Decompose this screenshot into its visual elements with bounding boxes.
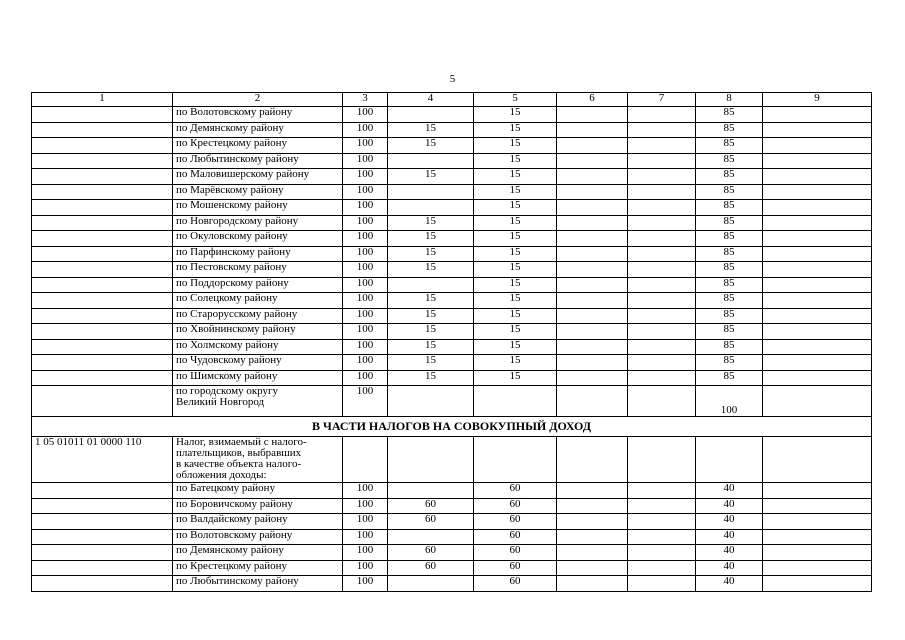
cell-col-4: 60: [388, 560, 474, 576]
table-row: [32, 277, 872, 293]
cell-col-6: [557, 153, 628, 169]
cell-col-7: [628, 324, 696, 340]
cell-col-7: [628, 370, 696, 386]
cell-col-2: по Поддорскому району: [173, 277, 343, 293]
table-row: [32, 215, 872, 231]
table-row: [32, 200, 872, 216]
cell-col-9: [763, 200, 872, 216]
cell-col-7: [628, 215, 696, 231]
cell-col-3: 100: [343, 200, 388, 216]
cell-col-4: [388, 529, 474, 545]
table-row: [32, 231, 872, 247]
column-number-row: [32, 93, 872, 107]
cell-col-9: [763, 324, 872, 340]
cell-col-4: 15: [388, 262, 474, 278]
cell-col-9: [763, 514, 872, 530]
cell-col-6: [557, 215, 628, 231]
table-row: [32, 529, 872, 545]
cell-col-4: 15: [388, 339, 474, 355]
cell-col-1: [32, 355, 173, 371]
cell-col-2: по Маловишерскому району: [173, 169, 343, 185]
cell-col-4: [388, 437, 474, 483]
cell-col-4: [388, 386, 474, 417]
cell-col-9: [763, 339, 872, 355]
cell-col-9: [763, 483, 872, 499]
cell-col-6: [557, 122, 628, 138]
cell-col-4: 15: [388, 293, 474, 309]
cell-col-8: 85: [696, 293, 763, 309]
cell-col-7: [628, 560, 696, 576]
cell-col-6: [557, 324, 628, 340]
cell-col-3: 100: [343, 262, 388, 278]
cell-col-6: [557, 545, 628, 561]
cell-col-4: 15: [388, 324, 474, 340]
table-row: [32, 514, 872, 530]
cell-col-4: 15: [388, 215, 474, 231]
cell-col-2: по Холмскому району: [173, 339, 343, 355]
cell-col-6: [557, 498, 628, 514]
section-header: В ЧАСТИ НАЛОГОВ НА СОВОКУПНЫЙ ДОХОД: [32, 417, 872, 437]
cell-col-8: 85: [696, 107, 763, 123]
cell-col-6: [557, 437, 628, 483]
cell-col-6: [557, 293, 628, 309]
cell-col-2: по Волотовскому району: [173, 529, 343, 545]
cell-col-3: 100: [343, 153, 388, 169]
cell-col-2: по Шимскому району: [173, 370, 343, 386]
cell-col-1: [32, 370, 173, 386]
cell-col-8: 85: [696, 184, 763, 200]
cell-col-1: [32, 200, 173, 216]
cell-col-4: [388, 153, 474, 169]
cell-col-7: [628, 277, 696, 293]
cell-col-5: 60: [474, 514, 557, 530]
table-row: [32, 169, 872, 185]
cell-col-4: 60: [388, 545, 474, 561]
cell-col-8: 85: [696, 138, 763, 154]
cell-col-6: [557, 200, 628, 216]
cell-col-1: [32, 231, 173, 247]
cell-col-7: [628, 107, 696, 123]
cell-col-1: [32, 339, 173, 355]
cell-col-5: 15: [474, 262, 557, 278]
cell-col-8: 85: [696, 169, 763, 185]
cell-col-5: 15: [474, 339, 557, 355]
cell-col-8: 40: [696, 560, 763, 576]
cell-col-6: [557, 339, 628, 355]
cell-col-8: 40: [696, 483, 763, 499]
cell-col-4: 15: [388, 122, 474, 138]
cell-col-4: 60: [388, 498, 474, 514]
cell-col-7: [628, 545, 696, 561]
cell-col-9: [763, 576, 872, 592]
cell-col-9: [763, 169, 872, 185]
cell-col-9: [763, 437, 872, 483]
cell-col-6: [557, 483, 628, 499]
cell-col-2: по Крестецкому району: [173, 560, 343, 576]
cell-col-6: [557, 107, 628, 123]
cell-col-1: [32, 483, 173, 499]
cell-col-7: [628, 529, 696, 545]
cell-col-3: 100: [343, 215, 388, 231]
cell-col-2: по Мошенскому району: [173, 200, 343, 216]
column-header-6: 6: [557, 93, 628, 107]
cell-col-8: 85: [696, 122, 763, 138]
cell-col-4: [388, 483, 474, 499]
cell-col-2: по Любытинскому району: [173, 153, 343, 169]
cell-col-3: 100: [343, 277, 388, 293]
cell-col-1: [32, 324, 173, 340]
cell-col-1: [32, 153, 173, 169]
cell-col-4: 15: [388, 138, 474, 154]
table-row: [32, 293, 872, 309]
cell-col-4: [388, 576, 474, 592]
cell-col-7: [628, 386, 696, 417]
cell-col-2: по Волотовскому району: [173, 107, 343, 123]
cell-col-7: [628, 308, 696, 324]
column-header-2: 2: [173, 93, 343, 107]
cell-col-2: по Старорусскому району: [173, 308, 343, 324]
column-header-4: 4: [388, 93, 474, 107]
cell-col-3: 100: [343, 169, 388, 185]
cell-col-7: [628, 355, 696, 371]
cell-col-8: 85: [696, 324, 763, 340]
column-header-1: 1: [32, 93, 173, 107]
cell-col-4: 60: [388, 514, 474, 530]
cell-col-6: [557, 576, 628, 592]
cell-col-8: 85: [696, 277, 763, 293]
cell-col-9: [763, 184, 872, 200]
cell-col-2: Налог, взимаемый с налого- плательщиков, выбравших в качестве объекта налого- обложения доходы:: [173, 437, 343, 483]
cell-col-5: 15: [474, 153, 557, 169]
cell-col-5: 60: [474, 529, 557, 545]
cell-col-6: [557, 184, 628, 200]
cell-col-1: [32, 107, 173, 123]
cell-col-9: [763, 122, 872, 138]
cell-col-7: [628, 184, 696, 200]
cell-col-1: [32, 138, 173, 154]
cell-col-3: 100: [343, 246, 388, 262]
cell-col-7: [628, 437, 696, 483]
cell-col-2: по Солецкому району: [173, 293, 343, 309]
table-row: [32, 324, 872, 340]
cell-col-4: 15: [388, 370, 474, 386]
cell-col-8: 85: [696, 153, 763, 169]
cell-col-2: по Парфинскому району: [173, 246, 343, 262]
cell-col-1: 1 05 01011 01 0000 110: [32, 437, 173, 483]
table-row: [32, 483, 872, 499]
cell-col-5: 15: [474, 355, 557, 371]
cell-col-3: 100: [343, 386, 388, 417]
column-header-3: 3: [343, 93, 388, 107]
cell-col-5: 15: [474, 138, 557, 154]
cell-col-5: 15: [474, 246, 557, 262]
cell-col-9: [763, 370, 872, 386]
cell-col-3: 100: [343, 576, 388, 592]
cell-col-9: [763, 138, 872, 154]
cell-col-8: [696, 437, 763, 483]
column-header-7: 7: [628, 93, 696, 107]
cell-col-9: [763, 277, 872, 293]
cell-col-4: 15: [388, 355, 474, 371]
cell-col-1: [32, 184, 173, 200]
cell-col-5: 15: [474, 215, 557, 231]
cell-col-9: [763, 545, 872, 561]
cell-col-6: [557, 277, 628, 293]
cell-col-8: 85: [696, 370, 763, 386]
cell-col-1: [32, 277, 173, 293]
cell-col-1: [32, 169, 173, 185]
cell-col-6: [557, 246, 628, 262]
cell-col-7: [628, 262, 696, 278]
cell-col-9: [763, 386, 872, 417]
cell-col-7: [628, 483, 696, 499]
cell-col-8: 85: [696, 246, 763, 262]
table-row: [32, 262, 872, 278]
cell-col-7: [628, 576, 696, 592]
tax-distribution-table: [31, 92, 872, 592]
cell-col-3: 100: [343, 498, 388, 514]
table-row: [32, 246, 872, 262]
cell-col-2: по Боровичскому району: [173, 498, 343, 514]
cell-col-5: 60: [474, 483, 557, 499]
cell-col-3: 100: [343, 107, 388, 123]
table-row: [32, 153, 872, 169]
cell-col-9: [763, 498, 872, 514]
cell-col-2: по Новгородскому району: [173, 215, 343, 231]
cell-col-9: [763, 308, 872, 324]
cell-col-6: [557, 231, 628, 247]
cell-col-5: 15: [474, 200, 557, 216]
cell-col-1: [32, 246, 173, 262]
cell-col-4: 15: [388, 246, 474, 262]
table-body: [32, 93, 872, 592]
cell-col-6: [557, 169, 628, 185]
cell-col-1: [32, 514, 173, 530]
cell-col-5: 15: [474, 184, 557, 200]
cell-col-9: [763, 153, 872, 169]
cell-col-1: [32, 560, 173, 576]
cell-col-3: 100: [343, 355, 388, 371]
cell-col-7: [628, 138, 696, 154]
cell-col-1: [32, 122, 173, 138]
cell-col-3: 100: [343, 370, 388, 386]
cell-col-7: [628, 293, 696, 309]
cell-col-7: [628, 169, 696, 185]
cell-col-7: [628, 122, 696, 138]
cell-col-7: [628, 231, 696, 247]
table-row: [32, 138, 872, 154]
cell-col-3: 100: [343, 293, 388, 309]
cell-col-2: по Демянскому району: [173, 122, 343, 138]
cell-col-7: [628, 200, 696, 216]
table-row: [32, 184, 872, 200]
cell-col-9: [763, 293, 872, 309]
cell-col-3: 100: [343, 529, 388, 545]
cell-col-4: 15: [388, 308, 474, 324]
cell-col-6: [557, 138, 628, 154]
cell-col-8: 85: [696, 262, 763, 278]
table-row: [32, 308, 872, 324]
cell-col-5: 15: [474, 324, 557, 340]
cell-col-7: [628, 153, 696, 169]
cell-col-1: [32, 498, 173, 514]
table-row-tax-description: [32, 437, 872, 483]
cell-col-2: по Чудовскому району: [173, 355, 343, 371]
table-row: [32, 545, 872, 561]
cell-col-5: 15: [474, 107, 557, 123]
cell-col-2: по Окуловскому району: [173, 231, 343, 247]
cell-col-4: 15: [388, 231, 474, 247]
table-row: [32, 560, 872, 576]
cell-col-3: [343, 437, 388, 483]
cell-col-7: [628, 514, 696, 530]
cell-col-3: 100: [343, 339, 388, 355]
cell-col-8: 85: [696, 339, 763, 355]
cell-col-3: 100: [343, 560, 388, 576]
cell-col-9: [763, 215, 872, 231]
cell-col-3: 100: [343, 184, 388, 200]
cell-col-1: [32, 576, 173, 592]
cell-col-4: [388, 277, 474, 293]
cell-col-8: 40: [696, 545, 763, 561]
cell-col-3: 100: [343, 483, 388, 499]
cell-col-8: 85: [696, 215, 763, 231]
cell-col-8: 85: [696, 200, 763, 216]
cell-col-2: по Демянскому району: [173, 545, 343, 561]
cell-col-6: [557, 370, 628, 386]
cell-col-5: 60: [474, 545, 557, 561]
cell-col-5: [474, 437, 557, 483]
cell-col-6: [557, 560, 628, 576]
cell-col-1: [32, 386, 173, 417]
cell-col-6: [557, 355, 628, 371]
cell-col-4: 15: [388, 169, 474, 185]
cell-col-5: 60: [474, 576, 557, 592]
cell-col-2: по Любытинскому району: [173, 576, 343, 592]
cell-col-2: по Пестовскому району: [173, 262, 343, 278]
cell-col-6: [557, 262, 628, 278]
column-header-5: 5: [474, 93, 557, 107]
cell-col-5: 15: [474, 122, 557, 138]
table-row: [32, 370, 872, 386]
table-row: [32, 498, 872, 514]
cell-col-6: [557, 308, 628, 324]
cell-col-8: 85: [696, 355, 763, 371]
cell-col-6: [557, 386, 628, 417]
cell-col-5: 60: [474, 498, 557, 514]
cell-col-5: 15: [474, 231, 557, 247]
cell-col-2: по Марёвскому району: [173, 184, 343, 200]
cell-col-5: 15: [474, 277, 557, 293]
cell-col-5: 15: [474, 169, 557, 185]
cell-col-3: 100: [343, 138, 388, 154]
cell-col-9: [763, 107, 872, 123]
cell-col-5: 15: [474, 293, 557, 309]
cell-col-4: [388, 184, 474, 200]
section-header-row: [32, 417, 872, 437]
cell-col-9: [763, 529, 872, 545]
cell-col-8: 85: [696, 308, 763, 324]
table-row: [32, 122, 872, 138]
cell-col-8: 85: [696, 231, 763, 247]
cell-col-3: 100: [343, 308, 388, 324]
cell-col-3: 100: [343, 324, 388, 340]
cell-col-5: [474, 386, 557, 417]
cell-col-1: [32, 293, 173, 309]
cell-col-8: 40: [696, 498, 763, 514]
cell-col-3: 100: [343, 122, 388, 138]
table-row: [32, 576, 872, 592]
cell-col-9: [763, 355, 872, 371]
cell-col-8: 40: [696, 529, 763, 545]
cell-col-9: [763, 231, 872, 247]
cell-col-5: 15: [474, 370, 557, 386]
cell-col-2: по Валдайскому району: [173, 514, 343, 530]
cell-col-1: [32, 308, 173, 324]
table-row: [32, 107, 872, 123]
table-row: [32, 355, 872, 371]
cell-col-6: [557, 529, 628, 545]
cell-col-9: [763, 246, 872, 262]
cell-col-8: 40: [696, 576, 763, 592]
cell-col-3: 100: [343, 514, 388, 530]
cell-col-4: [388, 107, 474, 123]
column-header-9: 9: [763, 93, 872, 107]
cell-col-2: по городскому округу Великий Новгород: [173, 386, 343, 417]
cell-col-7: [628, 339, 696, 355]
cell-col-2: по Хвойнинскому району: [173, 324, 343, 340]
cell-col-3: 100: [343, 545, 388, 561]
cell-col-9: [763, 560, 872, 576]
cell-col-5: 15: [474, 308, 557, 324]
cell-col-9: [763, 262, 872, 278]
table-row-city-district: [32, 386, 872, 417]
cell-col-2: по Батецкому району: [173, 483, 343, 499]
cell-col-8: 40: [696, 514, 763, 530]
cell-col-1: [32, 529, 173, 545]
cell-col-7: [628, 246, 696, 262]
page-number: 5: [449, 73, 456, 85]
cell-col-4: [388, 200, 474, 216]
cell-col-1: [32, 215, 173, 231]
cell-col-1: [32, 545, 173, 561]
column-header-8: 8: [696, 93, 763, 107]
cell-col-5: 60: [474, 560, 557, 576]
cell-col-3: 100: [343, 231, 388, 247]
table-row: [32, 339, 872, 355]
cell-col-1: [32, 262, 173, 278]
cell-col-7: [628, 498, 696, 514]
cell-col-2: по Крестецкому району: [173, 138, 343, 154]
cell-col-8: 100: [696, 386, 763, 417]
cell-col-6: [557, 514, 628, 530]
